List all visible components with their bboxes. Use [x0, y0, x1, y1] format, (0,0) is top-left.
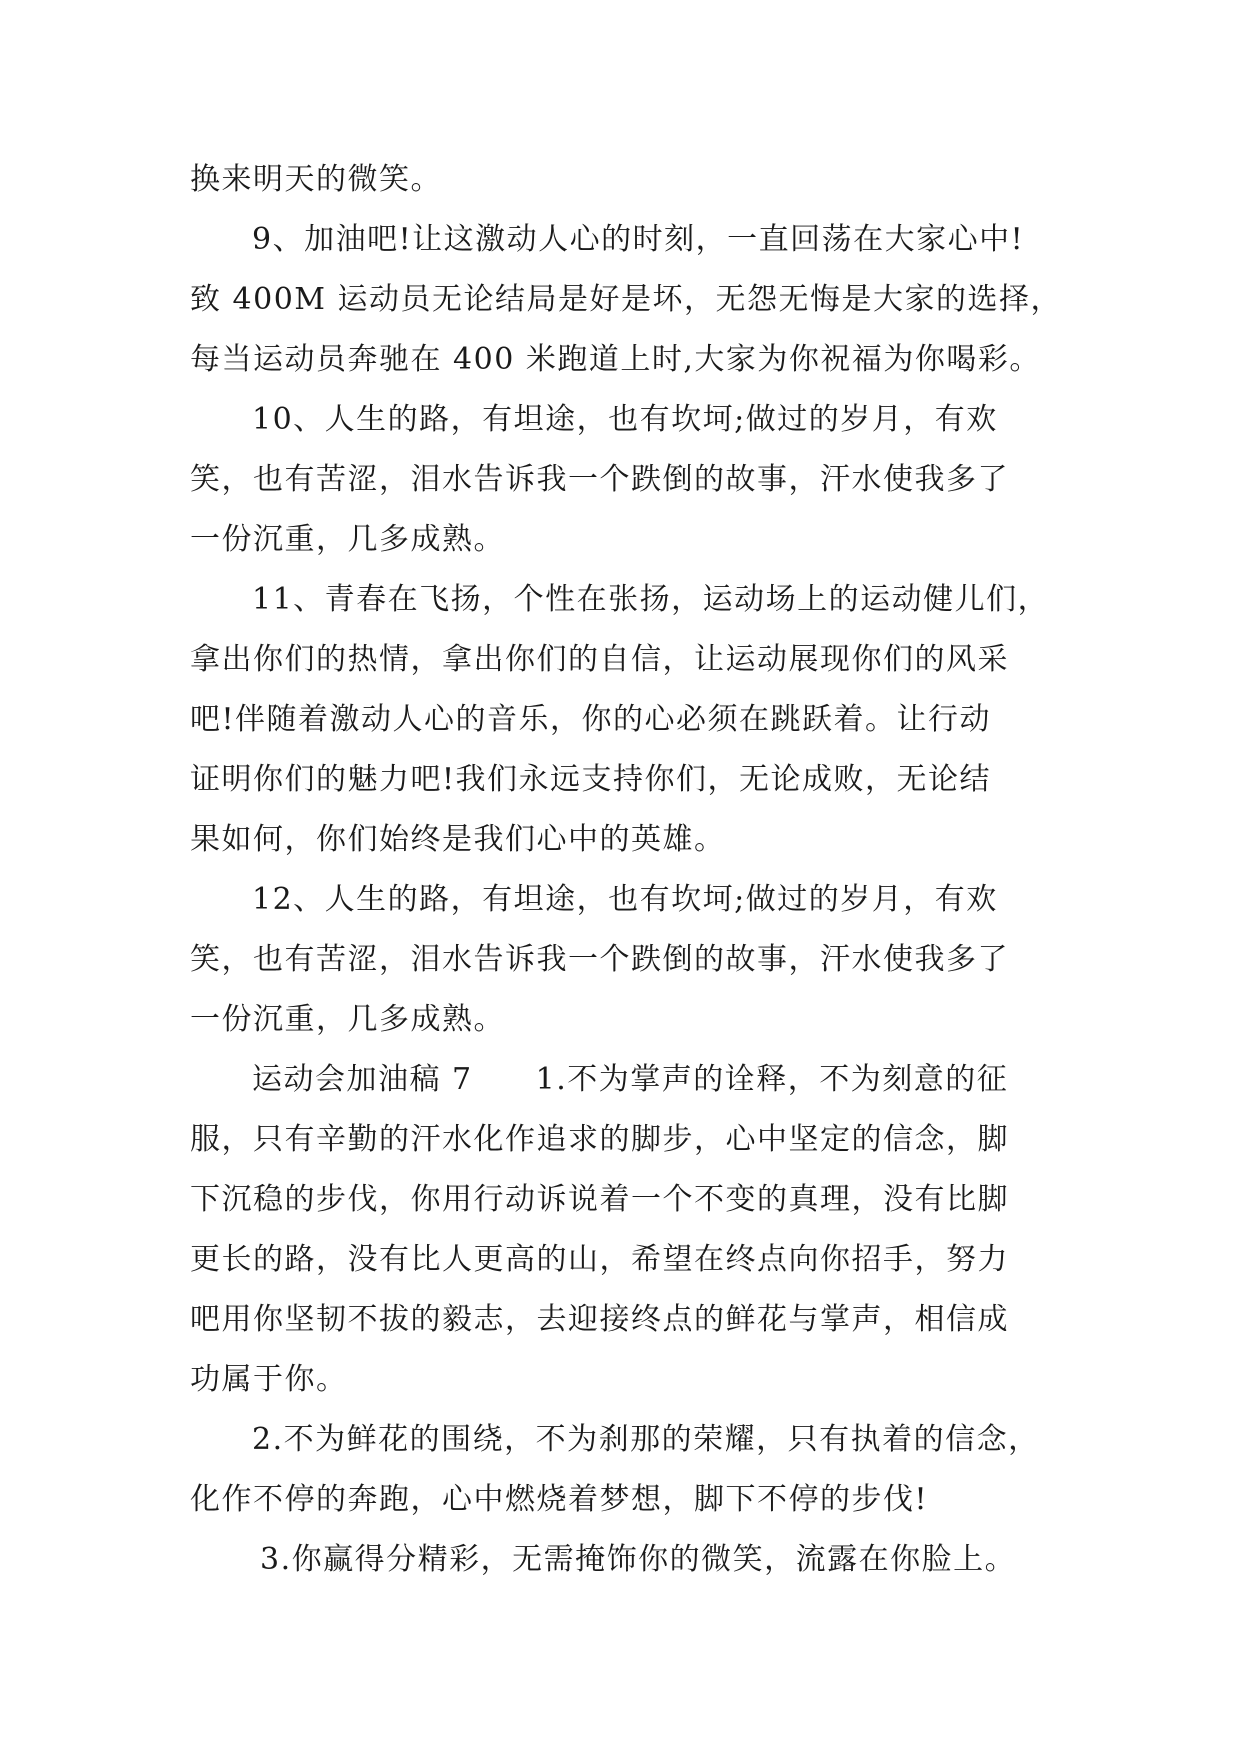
item-2-line-1: 2.不为鲜花的围绕，不为刹那的荣耀，只有执着的信念， — [252, 1422, 1040, 1457]
text-line: 笑，也有苦涩，泪水告诉我一个跌倒的故事，汗水使我多了 — [190, 942, 1009, 977]
text-line: 一份沉重，几多成熟。 — [190, 522, 505, 557]
text-line: 功属于你。 — [190, 1362, 348, 1397]
item-3-line-1: 3.你赢得分精彩，无需掩饰你的微笑，流露在你脸上。 — [260, 1542, 1017, 1577]
text-line: 更长的路，没有比人更高的山，希望在终点向你招手，努力 — [190, 1242, 1009, 1277]
section-heading-line: 运动会加油稿 7 1.不为掌声的诠释，不为刻意的征 — [252, 1062, 1009, 1097]
text-line: 致 400M 运动员无论结局是好是坏，无怨无悔是大家的选择， — [190, 282, 1063, 317]
text-line: 每当运动员奔驰在 400 米跑道上时,大家为你祝福为你喝彩。 — [190, 342, 1041, 377]
paragraph-11-line-1: 11、青春在飞扬，个性在张扬，运动场上的运动健儿们， — [252, 582, 1050, 617]
text-line: 果如何，你们始终是我们心中的英雄。 — [190, 822, 726, 857]
text-line: 服，只有辛勤的汗水化作追求的脚步，心中坚定的信念，脚 — [190, 1122, 1009, 1157]
text-line: 证明你们的魅力吧!我们永远支持你们，无论成败，无论结 — [190, 762, 992, 797]
document-body — [190, 150, 1070, 1590]
paragraph-12-line-1: 12、人生的路，有坦途，也有坎坷;做过的岁月，有欢 — [252, 882, 998, 917]
text-line: 笑，也有苦涩，泪水告诉我一个跌倒的故事，汗水使我多了 — [190, 462, 1009, 497]
text-line: 吧用你坚韧不拔的毅志，去迎接终点的鲜花与掌声，相信成 — [190, 1302, 1009, 1337]
text-line: 拿出你们的热情，拿出你们的自信，让运动展现你们的风采 — [190, 642, 1009, 677]
text-line: 吧!伴随着激动人心的音乐，你的心必须在跳跃着。让行动 — [190, 702, 992, 737]
paragraph-10-line-1: 10、人生的路，有坦途，也有坎坷;做过的岁月，有欢 — [252, 402, 998, 437]
text-line: 换来明天的微笑。 — [190, 162, 442, 197]
text-line: 下沉稳的步伐，你用行动诉说着一个不变的真理，没有比脚 — [190, 1182, 1009, 1217]
text-line: 一份沉重，几多成熟。 — [190, 1002, 505, 1037]
text-line: 化作不停的奔跑，心中燃烧着梦想，脚下不停的步伐! — [190, 1482, 929, 1517]
paragraph-9-line-1: 9、加油吧!让这激动人心的时刻，一直回荡在大家心中! — [252, 222, 1025, 257]
